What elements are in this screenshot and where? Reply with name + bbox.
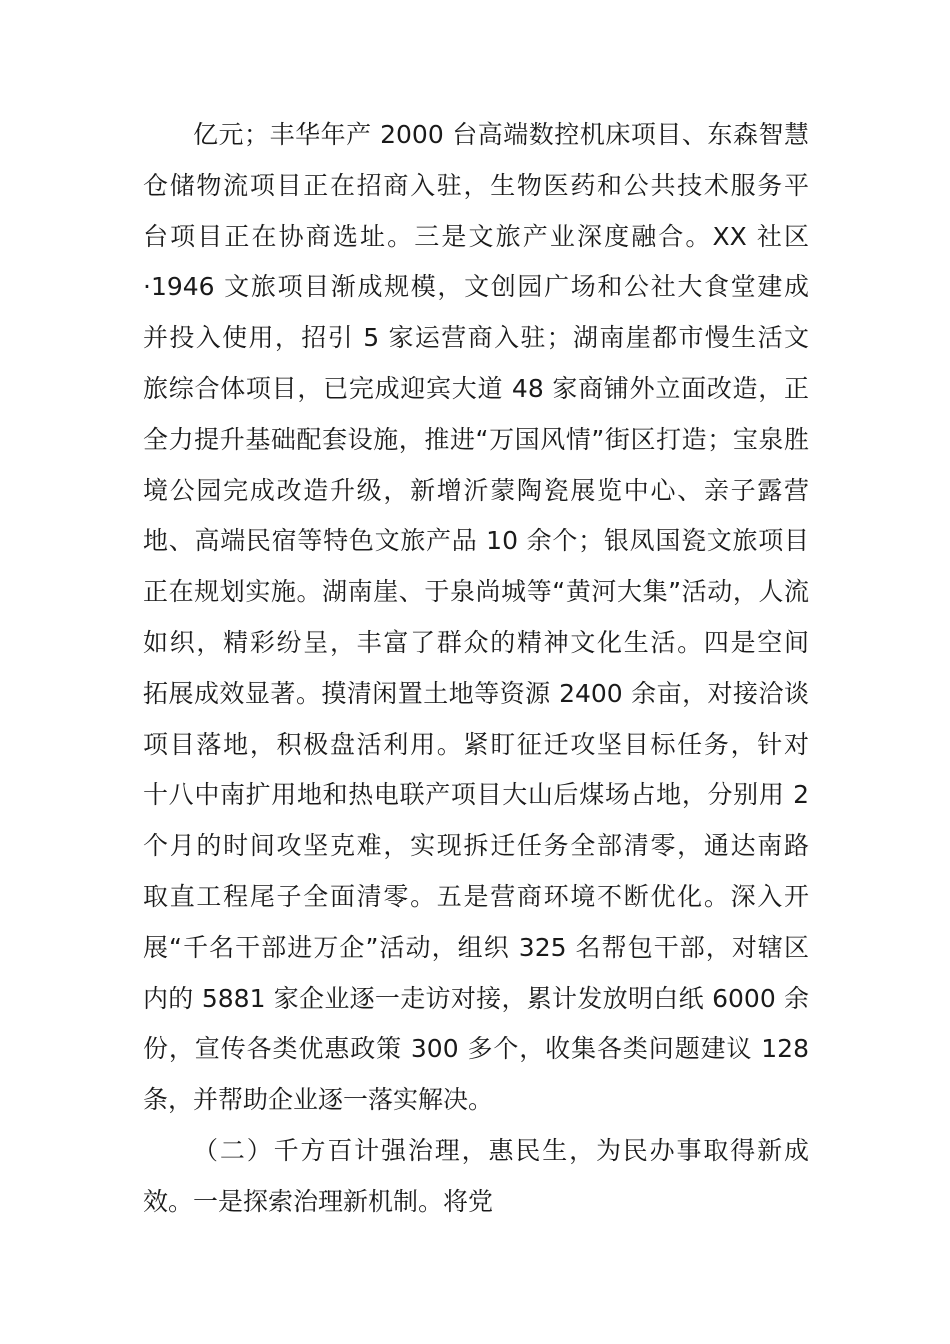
text-line: 仓储物流项目正在招商入驻，生物医药和公共技术服务平 (143, 170, 809, 200)
text-line: 如织，精彩纷呈，丰富了群众的精神文化生活。四是空间 (143, 627, 809, 657)
text-line: 台项目正在协商选址。三是文旅产业深度融合。XX 社区 (143, 221, 809, 251)
body-text (143, 110, 809, 1228)
text-line: 拓展成效显著。摸清闲置土地等资源 2400 余亩，对接洽谈 (143, 678, 809, 708)
text-line: 内的 5881 家企业逐一走访对接，累计发放明白纸 6000 余 (143, 983, 809, 1013)
text-line: 十八中南扩用地和热电联产项目大山后煤场占地，分别用 2 (143, 780, 809, 810)
text-line: 全力提升基础配套设施，推进“万国风情”街区打造；宝泉胜 (143, 424, 809, 454)
text-line: 条，并帮助企业逐一落实解决。 (143, 1085, 494, 1115)
text-line: 效。一是探索治理新机制。将党 (143, 1186, 494, 1216)
text-line: 展“千名干部进万企”活动，组织 325 名帮包干部，对辖区 (143, 932, 809, 962)
text-line: 旅综合体项目，已完成迎宾大道 48 家商铺外立面改造，正 (143, 373, 809, 403)
text-line: 取直工程尾子全面清零。五是营商环境不断优化。深入开 (143, 881, 809, 911)
text-line: 亿元；丰华年产 2000 台高端数控机床项目、东森智慧 (193, 120, 809, 149)
text-line: 个月的时间攻坚克难，实现拆迁任务全部清零，通达南路 (143, 831, 809, 861)
text-line: 境公园完成改造升级，新增沂蒙陶瓷展览中心、亲子露营 (143, 475, 809, 505)
text-line: ·1946 文旅项目渐成规模，文创园广场和公社大食堂建成 (143, 272, 809, 302)
text-line: 项目落地，积极盘活利用。紧盯征迁攻坚目标任务，针对 (143, 729, 809, 759)
text-line: 地、高端民宿等特色文旅产品 10 余个；银凤国瓷文旅项目 (143, 526, 809, 556)
text-line: 份，宣传各类优惠政策 300 多个，收集各类问题建议 128 (143, 1034, 809, 1064)
text-line: （二）千方百计强治理，惠民生，为民办事取得新成 (193, 1135, 809, 1165)
text-line: 正在规划实施。湖南崖、于泉尚城等“黄河大集”活动，人流 (143, 577, 809, 607)
text-line: 并投入使用，招引 5 家运营商入驻；湖南崖都市慢生活文 (143, 323, 809, 353)
